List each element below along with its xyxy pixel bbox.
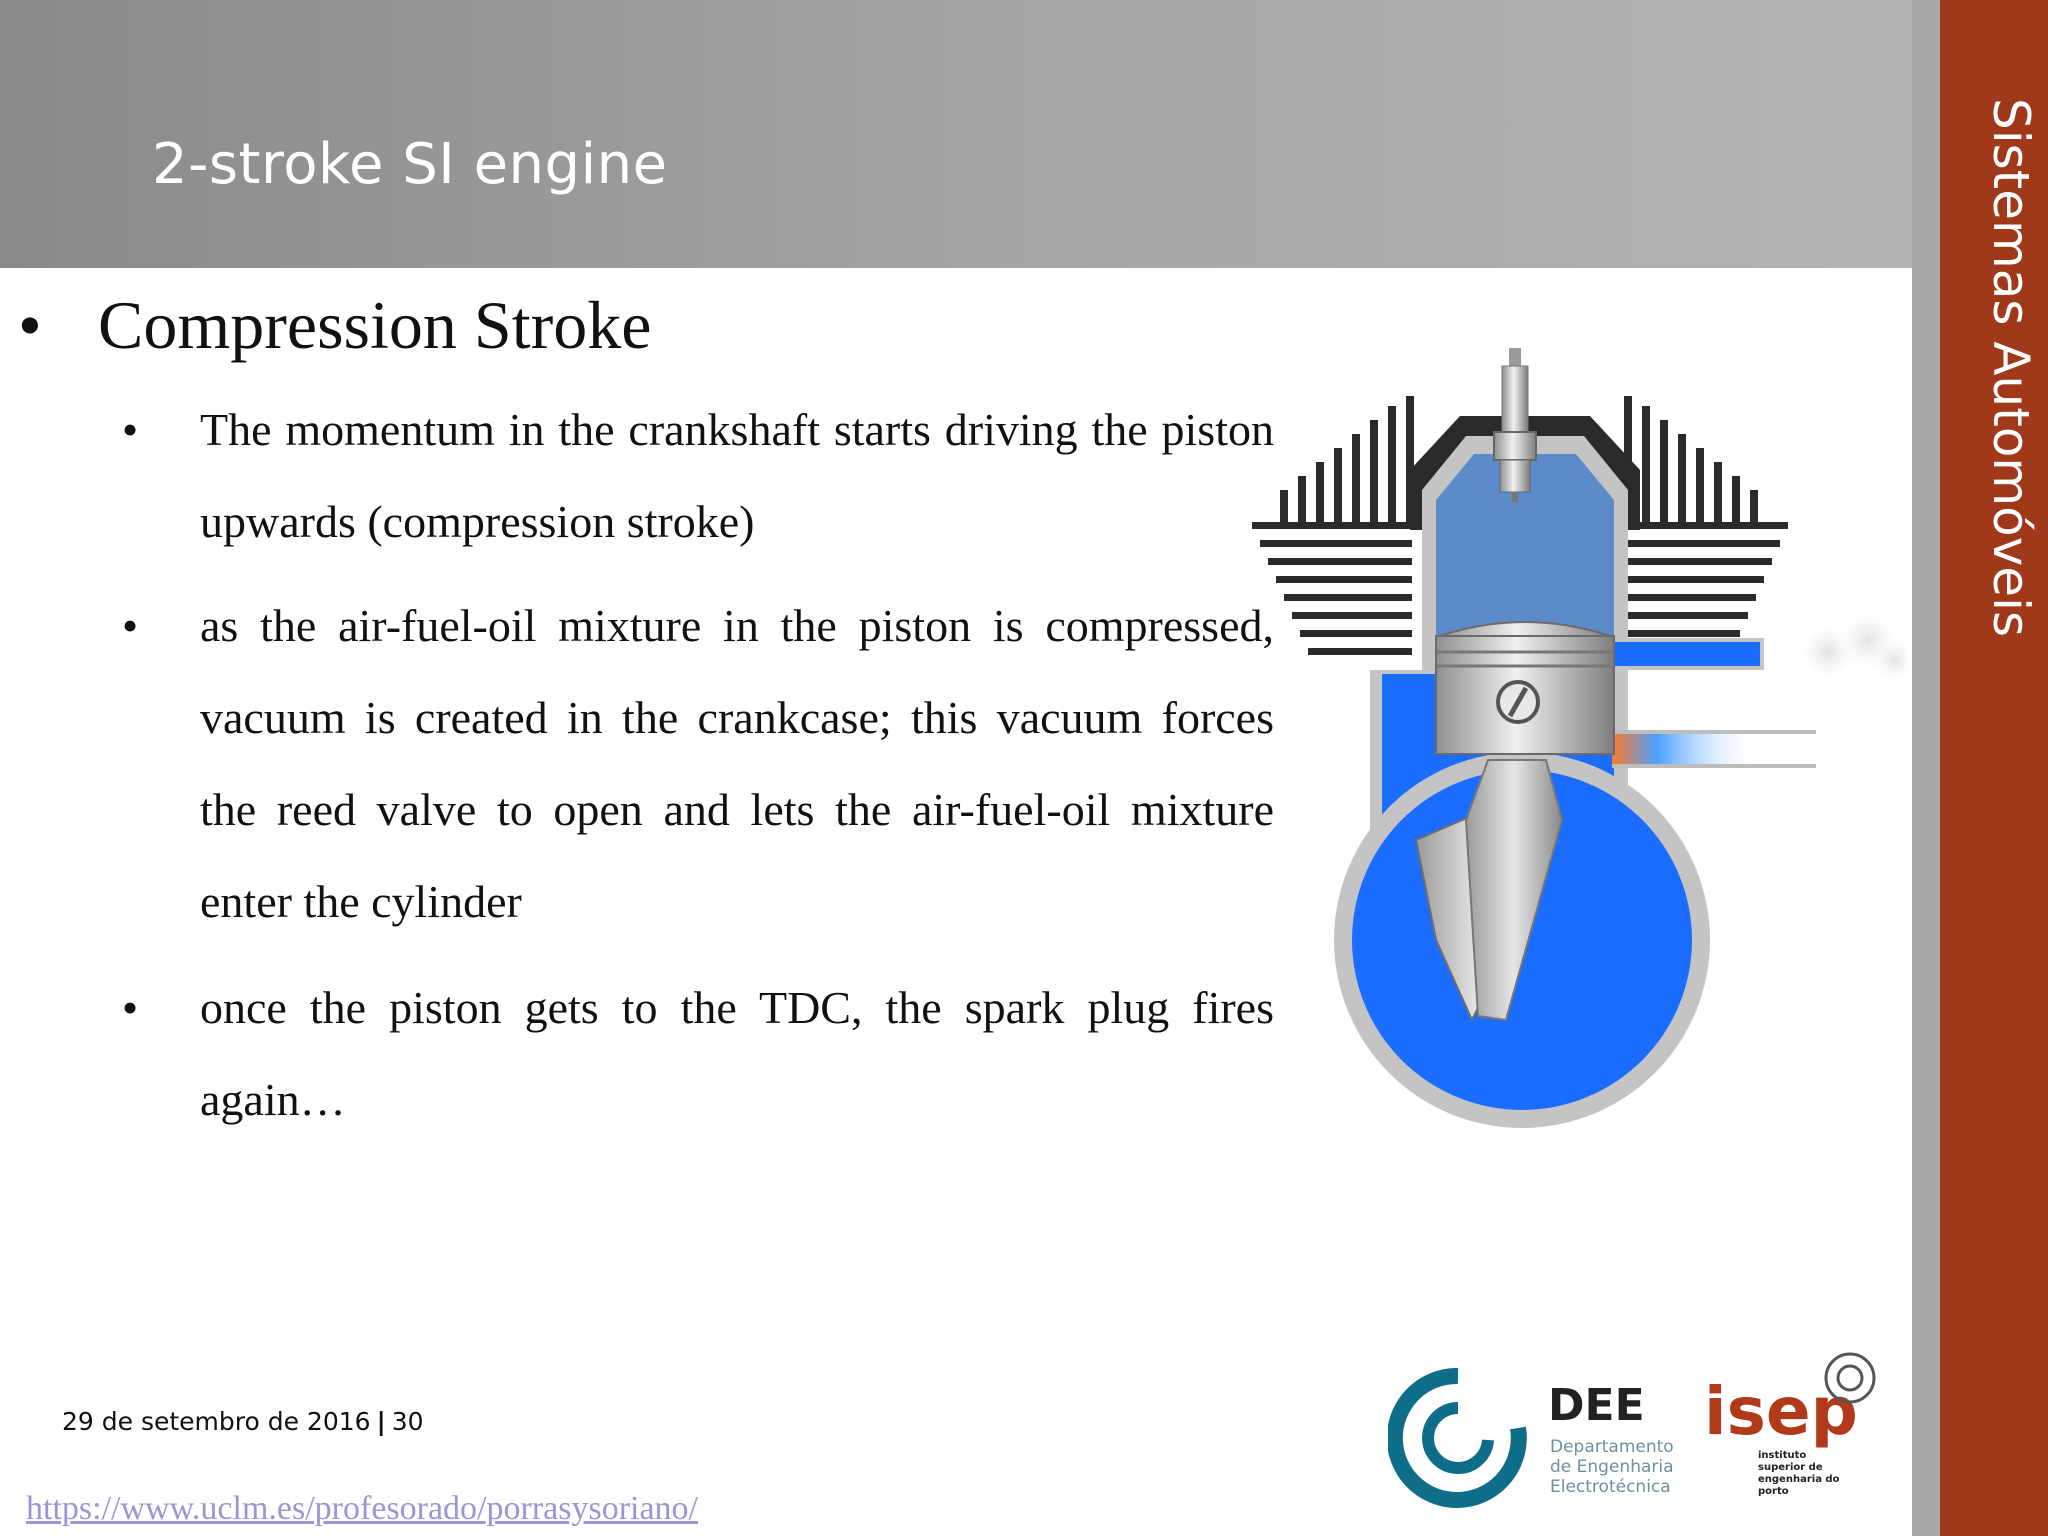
- dee-line1: Departamento: [1550, 1437, 1674, 1457]
- list-item-text: as the air-fuel-oil mixture in the piston is compressed, vacuum is created in the crankcase; this vacuum forces the reed valve to open and lets the air-fuel-oil mixture enter the cylinder: [200, 600, 1274, 927]
- footer-separator: |: [376, 1407, 386, 1436]
- dee-line3: Electrotécnica: [1550, 1477, 1671, 1497]
- dee-logo-mark: [1395, 1376, 1519, 1500]
- bullet-icon: •: [18, 287, 42, 363]
- engine-diagram: [1240, 340, 1908, 1140]
- slide-date: 29 de setembro de 2016: [62, 1407, 371, 1436]
- side-divider: [1912, 0, 1940, 1536]
- bullet-icon: •: [122, 982, 139, 1033]
- intake-port: [1612, 732, 1762, 766]
- slide-title: 2-stroke SI engine: [152, 132, 668, 197]
- dee-logo: [1388, 1368, 1684, 1508]
- bullet-icon: •: [122, 404, 139, 455]
- course-title-vertical: Sistemas Automóveis: [1982, 98, 2040, 638]
- section-heading: Compression Stroke: [98, 287, 652, 363]
- dee-line2: de Engenharia: [1550, 1457, 1674, 1477]
- slide-header: [0, 0, 1912, 268]
- isep-logo: [1700, 1346, 1884, 1506]
- svg-text:engenharia do: engenharia do: [1758, 1474, 1840, 1485]
- slide-footer: [62, 1407, 424, 1436]
- svg-text:superior de: superior de: [1758, 1462, 1823, 1473]
- list-item-text: The momentum in the crankshaft starts driving the piston upwards (compression stroke): [200, 404, 1274, 547]
- bullet-icon: •: [122, 600, 139, 651]
- slide-number: 30: [391, 1407, 424, 1436]
- exhaust-port: [1612, 640, 1762, 668]
- svg-text:porto: porto: [1758, 1486, 1789, 1497]
- dee-acronym: DEE: [1548, 1380, 1645, 1431]
- source-link[interactable]: https://www.uclm.es/profesorado/porrasysoriano/: [26, 1490, 698, 1527]
- svg-text:instituto: instituto: [1758, 1450, 1807, 1461]
- list-item-text: once the piston gets to the TDC, the spark plug fires again…: [200, 982, 1274, 1125]
- isep-wordmark: isep: [1704, 1373, 1858, 1450]
